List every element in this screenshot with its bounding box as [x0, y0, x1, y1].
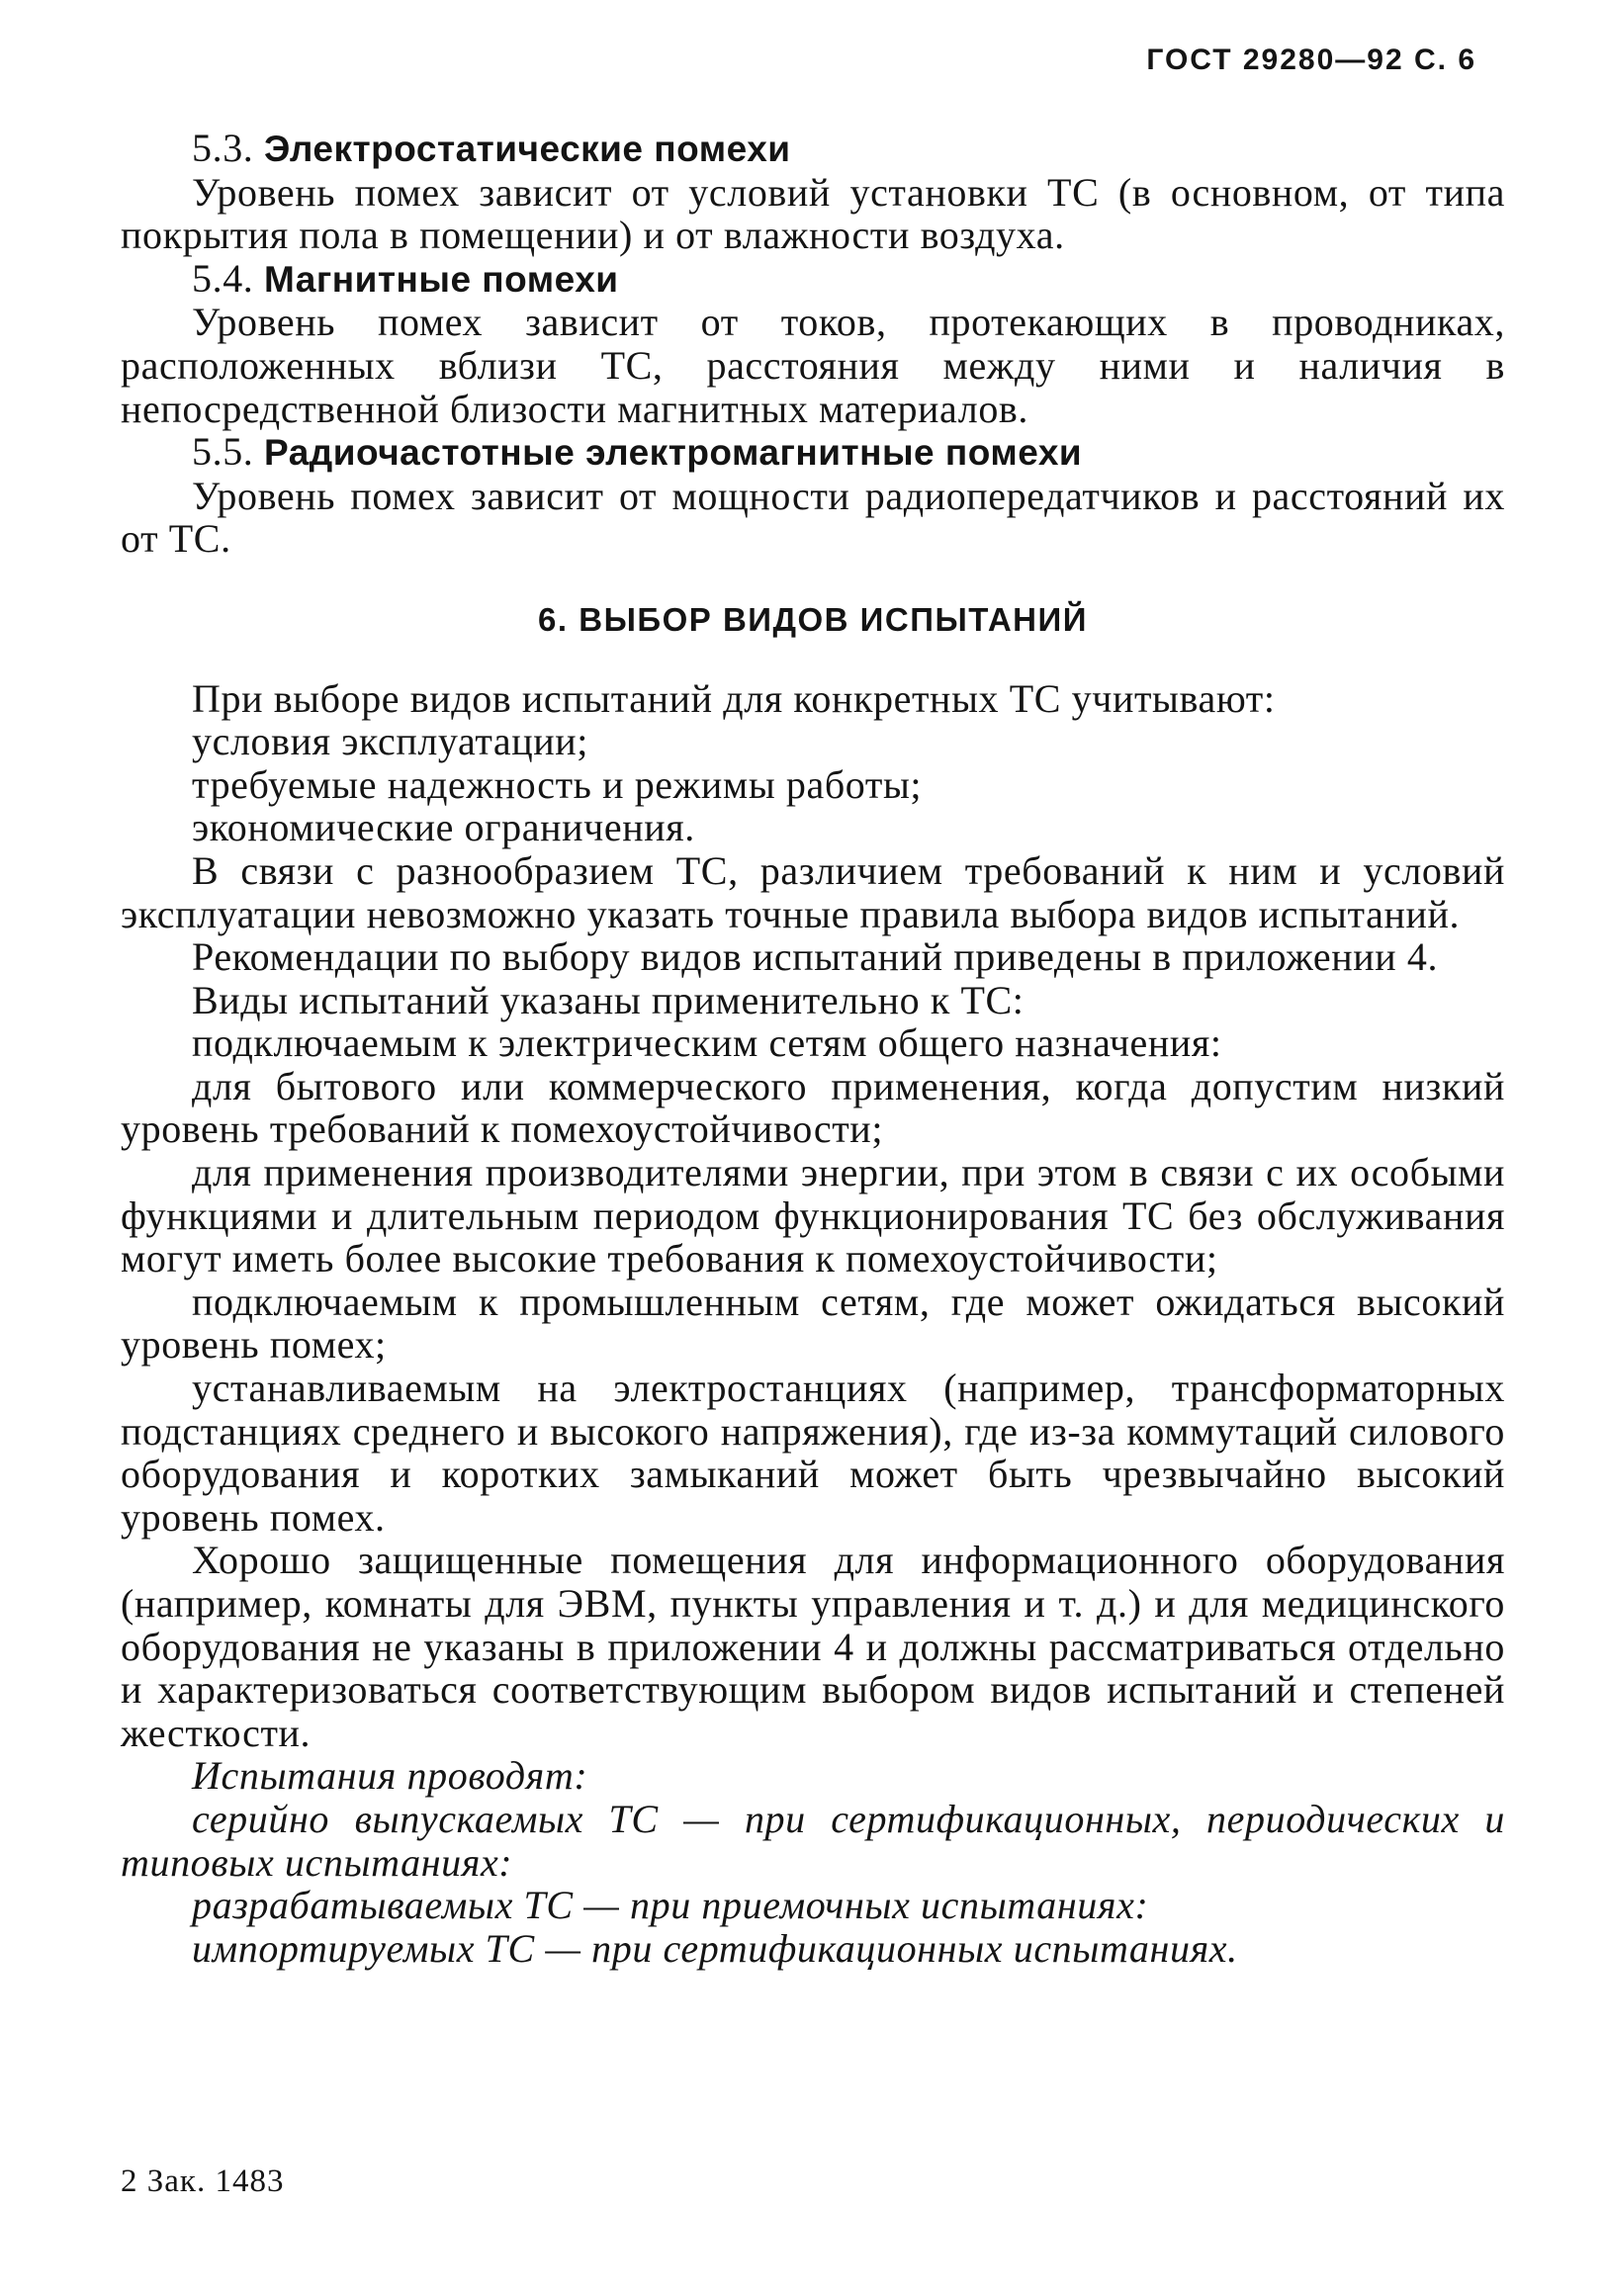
paragraph-5-3: Уровень помех зависит от условий установки ТС (в основном, от типа покрытия пола в помещении) и от влажности воздуха. — [121, 169, 1505, 258]
subsection-heading-5-3 — [121, 127, 1505, 171]
paragraph: Виды испытаний указаны применительно к ТС: — [192, 977, 1025, 1022]
section-heading-6: 6. ВЫБОР ВИДОВ ИСПЫТАНИЙ — [538, 600, 1088, 638]
paragraph: условия эксплуатации; — [192, 719, 588, 764]
italic-paragraph: серийно выпускаемых ТС — при сертификационных, периодических и типовых испытаниях: — [121, 1796, 1505, 1885]
paragraph: устанавливаемым на электростанциях (например, трансформаторных подстанциях среднего и высокого напряжения), где из-за коммутаций силового оборудования и коротких замыканий может быть чрезвычайно высокий уровень помех. — [121, 1366, 1505, 1540]
paragraph: экономические ограничения. — [192, 805, 695, 850]
running-header: ГОСТ 29280—92 С. 6 — [1146, 44, 1476, 76]
paragraph: подключаемым к электрическим сетям общего назначения: — [192, 1020, 1222, 1066]
subsection-number: 5.5. — [192, 429, 254, 475]
subsection-number: 5.3. — [192, 126, 254, 170]
italic-paragraph: Испытания проводят: — [192, 1753, 588, 1799]
paragraph-5-5: Уровень помех зависит от мощности радиопередатчиков и расстояний их от ТС. — [121, 473, 1505, 562]
print-order-mark: 2 Зак. 1483 — [121, 2164, 285, 2199]
subsection-heading-5-5 — [121, 430, 1505, 475]
paragraph: При выборе видов испытаний для конкретных ТС учитывают: — [192, 675, 1276, 721]
paragraph: для применения производителями энергии, при этом в связи с их особыми функциями и длительным периодом функционирования ТС без обслуживания могут иметь более высокие требования к помехоустойчивости; — [121, 1150, 1505, 1281]
paragraph: Хорошо защищенные помещения для информационного оборудования (например, комнаты для ЭВМ, пункты управления и т. д.) и для медицинского оборудования не указаны в приложении 4 и должны рассматриваться отдельно и характеризоваться соответствующим выбором видов испытаний и степеней жесткости. — [121, 1538, 1505, 1755]
paragraph: Рекомендации по выбору видов испытаний приведены в приложении 4. — [192, 934, 1439, 980]
italic-paragraph: разрабатываемых ТС — при приемочных испытаниях: — [192, 1883, 1149, 1928]
paragraph: требуемые надежность и режимы работы; — [192, 761, 923, 807]
paragraph: В связи с разнообразием ТС, различием требований к ним и условий эксплуатации невозможно указать точные правила выбора видов испытаний. — [121, 847, 1505, 936]
subsection-title: Электростатические помехи — [264, 129, 791, 169]
italic-paragraph: импортируемых ТС — при сертификационных испытаниях. — [192, 1925, 1238, 1971]
subsection-number: 5.4. — [192, 255, 254, 301]
subsection-heading-5-4 — [121, 257, 1505, 302]
subsection-title: Магнитные помехи — [264, 258, 619, 300]
document-body — [121, 127, 1505, 1970]
paragraph-5-4: Уровень помех зависит от токов, протекающих в проводниках, расположенных вблизи ТС, расстояния между ними и наличия в непосредственной близости магнитных материалов. — [121, 300, 1505, 431]
paragraph: для бытового или коммерческого применения, когда допустим низкий уровень требований к помехоустойчивости; — [121, 1063, 1505, 1152]
subsection-title: Радиочастотные электромагнитные помехи — [264, 432, 1083, 474]
paragraph: подключаемым к промышленным сетям, где может ожидаться высокий уровень помех; — [121, 1279, 1505, 1368]
